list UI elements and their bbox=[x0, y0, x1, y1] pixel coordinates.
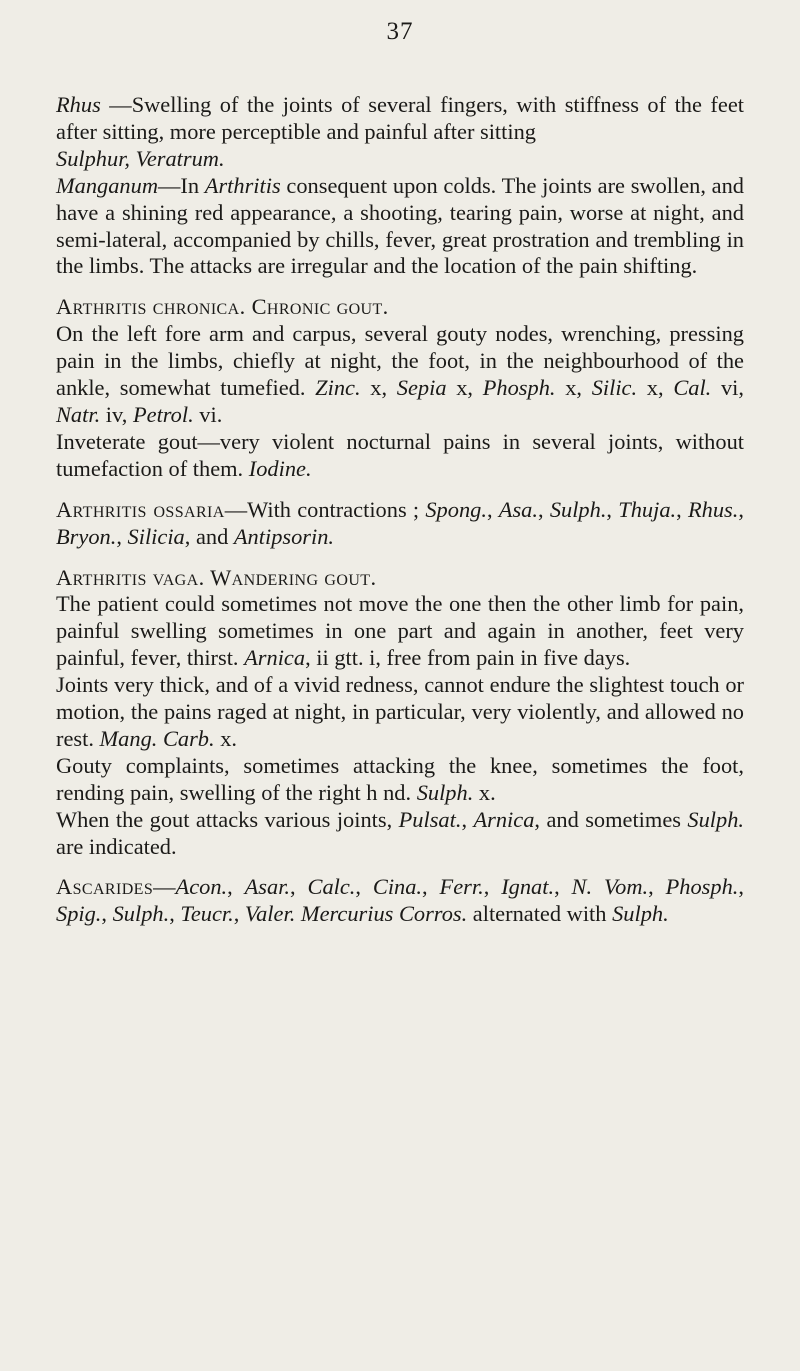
text-run: , bbox=[169, 901, 181, 927]
text-run: , bbox=[483, 874, 502, 900]
section-heading: Arthritis vaga. Wandering gout. bbox=[56, 564, 377, 590]
remedy-name: Iodine. bbox=[248, 455, 312, 481]
remedy-name: Valer. bbox=[244, 901, 296, 927]
text-run: x, bbox=[637, 375, 674, 401]
paragraph-rhus bbox=[56, 92, 744, 146]
remedy-name: Ignat. bbox=[501, 874, 555, 900]
text-run: x. bbox=[473, 779, 496, 805]
remedy-name: Arnica bbox=[244, 645, 306, 671]
remedy-name: Rhus. bbox=[687, 496, 739, 522]
remedy-name: Sulph. bbox=[416, 779, 474, 805]
text-run: vi, bbox=[711, 375, 744, 401]
remedy-name: Bryon. bbox=[56, 523, 117, 549]
text-run: — bbox=[153, 874, 176, 900]
paragraph-ascarides bbox=[56, 874, 744, 928]
text-run: , bbox=[738, 496, 744, 522]
paragraph-chronica-heading bbox=[56, 294, 744, 321]
text-run: , bbox=[461, 806, 474, 832]
text-run: The patient could sometimes not move the one then the other limb for pain, painful swelling sometimes in one part and again in another, feet very painful, fever, thirst. bbox=[56, 591, 744, 671]
remedy-name: Asa. bbox=[498, 496, 538, 522]
text-run: Joints very thick, and of a vivid redness, cannot endure the slightest touch or motion, the pains raged at night, in particular, very violently, and allowed no rest. bbox=[56, 672, 744, 751]
remedy-name: Ferr. bbox=[439, 874, 484, 900]
paragraph-sulphur bbox=[56, 146, 744, 173]
remedy-name: Asar. bbox=[244, 874, 291, 900]
remedy-name: Rhus bbox=[56, 92, 101, 117]
text-run: , bbox=[554, 874, 572, 900]
paragraph-chronica-2 bbox=[56, 429, 744, 483]
remedy-name: Natr. bbox=[56, 401, 101, 427]
text-run: —Swelling of the joints of several fingers, with stiffness of the feet after sitting, more perceptible and painful after sitting bbox=[56, 92, 744, 144]
remedy-name: Spong. bbox=[425, 496, 487, 522]
remedy-name: Silicia bbox=[127, 523, 185, 549]
text-run: x, bbox=[446, 375, 483, 401]
remedy-name: Petrol. bbox=[132, 401, 194, 427]
remedy-name: Arnica bbox=[473, 806, 535, 832]
remedy-name: Acon. bbox=[175, 874, 228, 900]
remedy-name: N. Vom. bbox=[571, 874, 649, 900]
remedy-name: Antipsorin. bbox=[233, 523, 335, 549]
remedy-name: Sulphur, Veratrum. bbox=[56, 145, 225, 171]
text-run: Inveterate gout—very violent nocturnal pains in several joints, without tumefaction of them. bbox=[56, 428, 744, 481]
text-run: , bbox=[486, 496, 499, 522]
paragraph-chronica-1 bbox=[56, 321, 744, 429]
text-run: , bbox=[676, 496, 688, 522]
text-run: , bbox=[355, 874, 373, 900]
remedy-name: Phosph. bbox=[482, 375, 556, 401]
text-run: , bbox=[233, 901, 245, 927]
text-run: , bbox=[422, 874, 440, 900]
text-run: , bbox=[227, 874, 245, 900]
text-run: , bbox=[648, 874, 666, 900]
remedy-name: Manganum bbox=[56, 172, 158, 198]
paragraph-ossaria bbox=[56, 497, 744, 551]
remedy-name: Sepia bbox=[396, 375, 447, 401]
remedy-name: Spig. bbox=[56, 901, 102, 927]
remedy-name: Calc. bbox=[307, 874, 356, 900]
remedy-name: Sulph. bbox=[549, 496, 607, 522]
text-run: alternated with bbox=[467, 901, 613, 927]
text-run: consequent upon colds. The joints are swollen, and have a shining red appearance, a shooting, tearing pain, worse at night, and semi-lateral, accompanied by chills, fever, great prostration and trembling in the limbs. The attacks are irregular and the location of the pain shifting. bbox=[56, 172, 745, 279]
text-run: —In bbox=[158, 172, 205, 198]
remedy-name: Teucr. bbox=[180, 901, 234, 927]
text-run: Gouty complaints, sometimes attacking the knee, sometimes the foot, rending pain, swelling of the right h nd. bbox=[56, 752, 744, 805]
paragraph-vaga-4 bbox=[56, 807, 744, 861]
text-run: , bbox=[738, 874, 744, 900]
text-run: , bbox=[101, 901, 113, 927]
remedy-name: Pulsat. bbox=[398, 806, 462, 832]
body-text bbox=[56, 92, 744, 928]
paragraph-vaga-2 bbox=[56, 672, 744, 753]
remedy-name: Thuja. bbox=[618, 496, 677, 522]
paragraph-vaga-1 bbox=[56, 591, 744, 672]
text-run: , bbox=[290, 874, 308, 900]
text-run: When the gout attacks various joints, bbox=[56, 806, 399, 832]
paragraph-manganum bbox=[56, 173, 744, 281]
remedy-name: Sulph. bbox=[612, 901, 669, 927]
text-run: are indicated. bbox=[56, 833, 177, 859]
remedy-name: Arthritis bbox=[204, 172, 281, 198]
section-heading: Ascarides bbox=[56, 874, 154, 900]
remedy-name: Mercurius Corros. bbox=[300, 901, 468, 927]
remedy-name: Mang. Carb. bbox=[99, 725, 215, 751]
remedy-name: Cal. bbox=[673, 375, 712, 401]
remedy-name: Phosph. bbox=[665, 874, 739, 900]
text-run: , and bbox=[184, 523, 234, 549]
text-run: iv, bbox=[100, 401, 133, 427]
section-heading: Arthritis chronica. Chronic gout. bbox=[56, 294, 389, 320]
text-run: , bbox=[116, 523, 128, 549]
text-run: , bbox=[537, 496, 550, 522]
text-run: , bbox=[606, 496, 619, 522]
remedy-name: Zinc. bbox=[315, 375, 361, 401]
remedy-name: Silic. bbox=[591, 375, 638, 401]
remedy-name: Sulph. bbox=[687, 806, 744, 832]
remedy-name: Sulph. bbox=[112, 901, 170, 927]
section-heading: Arthritis ossaria bbox=[56, 496, 225, 522]
paragraph-vaga-heading bbox=[56, 565, 744, 592]
remedy-name: Cina. bbox=[372, 874, 423, 900]
paragraph-vaga-3 bbox=[56, 753, 744, 807]
text-run: , and sometimes bbox=[534, 806, 688, 832]
text-run: vi. bbox=[193, 401, 223, 427]
page-number: 37 bbox=[386, 18, 414, 45]
text-run: On the left fore arm and carpus, several gouty nodes, wrenching, pressing pain in the limbs, chiefly at night, the foot, in the neighbourhood of the ankle, somewhat tumefied. bbox=[56, 321, 744, 401]
text-run: , ii gtt. i, free from pain in five days. bbox=[305, 645, 631, 671]
text-run: x, bbox=[360, 375, 397, 401]
text-run: x. bbox=[214, 725, 237, 751]
text-run: —With contractions ; bbox=[224, 496, 426, 522]
text-run: x, bbox=[555, 375, 592, 401]
